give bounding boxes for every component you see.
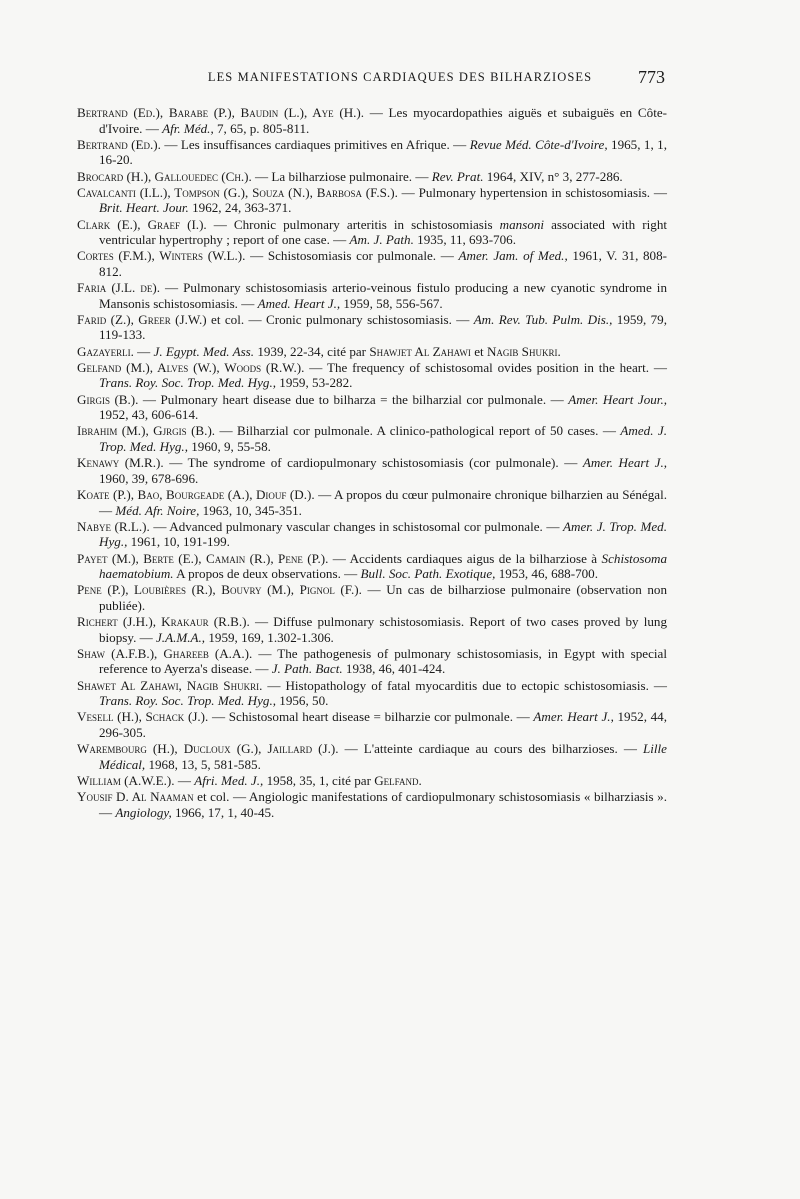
reference-source: Am. Rev. Tub. Pulm. Dis.,: [473, 311, 613, 327]
reference-authors: Warembourg (H.), Ducloux (G.), Jaillard (J.).: [77, 741, 339, 757]
reference-text: — The frequency of schistosomal ovides position in the heart. —: [304, 359, 667, 375]
reference-text: — Chronic pulmonary arteritis in schistosomiasis: [206, 216, 500, 232]
reference-text: et: [470, 343, 487, 359]
reference-text: — A propos du cœur pulmonaire chronique bilharzien au Sénégal. —: [99, 486, 667, 518]
reference-source: Amer. Heart Jour.,: [568, 391, 667, 407]
reference-text: — Histopathology of fatal myocarditis due to ectopic schistosomiasis. —: [262, 677, 667, 693]
reference-text: — Les myocardopathies aiguës et subaiguës en Côte-d'Ivoire. —: [99, 105, 667, 136]
reference-entry: [77, 741, 667, 772]
reference-authors: Clark (E.), Graef (I.).: [77, 216, 207, 232]
reference-source: Afr. Méd.,: [162, 120, 214, 136]
reference-authors: Farid (Z.), Greer (J.W.): [77, 311, 207, 327]
running-title: LES MANIFESTATIONS CARDIAQUES DES BILHARZIOSES: [207, 70, 593, 84]
reference-text: — Pulmonary hypertension in schistosomiasis. —: [397, 184, 667, 200]
reference-list: [77, 105, 667, 821]
reference-text: 1959, 169, 1.302-1.306.: [205, 629, 334, 645]
reference-source: Lille Médical,: [99, 741, 667, 772]
reference-text: 1961, 10, 191-199.: [127, 534, 230, 550]
reference-text: 1963, 10, 345-351.: [199, 502, 302, 518]
reference-authors: Koate (P.), Bao, Bourgeade (A.), Diouf (D.).: [77, 486, 315, 502]
reference-entry: [77, 614, 667, 645]
reference-source: mansoni: [499, 216, 545, 232]
reference-text: 1956, 50.: [276, 693, 329, 709]
reference-entry: [77, 280, 667, 311]
reference-text: 1959, 79, 119-133.: [99, 311, 668, 343]
reference-authors: Girgis (B.).: [77, 391, 139, 407]
reference-source: J. Egypt. Med. Ass.: [153, 343, 255, 359]
reference-authors: Bertrand (Ed.).: [77, 136, 161, 152]
reference-source: Am. J. Path.: [349, 232, 414, 248]
reference-source: Amed. Heart J.,: [257, 295, 341, 311]
reference-source: Afri. Med. J.,: [194, 773, 264, 788]
reference-text: —: [174, 773, 195, 788]
reference-text: associated with right ventricular hypertrophy ; report of one case. —: [99, 216, 667, 248]
reference-text: 1961, V. 31, 808-812.: [99, 248, 668, 279]
reference-text: 1959, 58, 556-567.: [340, 295, 443, 311]
reference-authors: Gelfand (M.), Alves (W.), Woods (R.W.).: [77, 359, 305, 375]
reference-authors: Shawet Al Zahawi, Nagib Shukri.: [77, 677, 263, 693]
reference-entry: [77, 582, 667, 613]
reference-text: 1962, 24, 363-371.: [188, 200, 292, 216]
reference-entry: [77, 344, 667, 360]
reference-text: 1964, XIV, n° 3, 277-286.: [483, 168, 623, 184]
reference-source: Trans. Roy. Soc. Trop. Med. Hyg.,: [99, 375, 277, 391]
reference-text: A propos de deux observations. —: [173, 566, 361, 582]
reference-authors: Payet (M.), Berte (E.), Camain (R.), Pene (P.).: [77, 550, 329, 566]
reference-authors: Nabye (R.L.).: [77, 518, 150, 534]
reference-text: — Advanced pulmonary vascular changes in schistosomal cor pulmonale. —: [149, 518, 563, 534]
page-number: 773: [638, 67, 665, 87]
reference-authors: Cavalcanti (I.L.), Tompson (G.), Souza (N.), Barbosa (F.S.).: [77, 184, 398, 200]
reference-text: 1966, 17, 1, 40-45.: [171, 804, 275, 820]
reference-source: Schistosoma haematobium.: [99, 550, 668, 582]
reference-source: Amer. J. Trop. Med. Hyg.,: [99, 518, 667, 550]
reference-text: 1968, 13, 5, 581-585.: [145, 756, 261, 772]
reference-authors: Bertrand (Ed.), Barabe (P.), Baudin (L.), Aye (H.).: [77, 105, 365, 120]
reference-entry: [77, 423, 667, 454]
reference-source: Angiology,: [115, 804, 172, 820]
reference-entry: [77, 519, 667, 550]
reference-text: 1935, 11, 693-706.: [413, 232, 516, 248]
reference-text: — Schistosomal heart disease = bilharzie cor pulmonale. —: [208, 709, 534, 725]
reference-text: et col. — Angiologic manifestations of cardiopulmonary schistosomiasis « bilharziasis ». —: [99, 789, 667, 820]
reference-authors: Shawjet Al Zahawi: [369, 343, 471, 359]
reference-text: — Schistosomiasis cor pulmonale. —: [245, 248, 459, 264]
reference-text: 1958, 35, 1, cité par: [263, 773, 375, 788]
reference-text: — Pulmonary schistosomiasis arterio-veinous fistulo producing a new cyanotic syndrome in Mansonis schistosomiasis. —: [99, 280, 667, 311]
reference-entry: [77, 709, 667, 740]
reference-source: J.A.M.A.,: [155, 629, 206, 645]
reference-text: — The syndrome of cardiopulmonary schistosomiasis (cor pulmonale). —: [163, 455, 583, 471]
reference-text: 1965, 1, 1, 16-20.: [99, 136, 667, 168]
reference-entry: [77, 137, 667, 168]
reference-authors: Gazayerli.: [77, 343, 134, 359]
reference-text: —: [133, 343, 154, 359]
reference-entry: [77, 105, 667, 136]
reference-entry: [77, 773, 667, 789]
reference-authors: Faria (J.L. de).: [77, 280, 160, 296]
reference-entry: [77, 392, 667, 423]
reference-source: Brit. Heart. Jour.: [99, 200, 189, 216]
reference-entry: [77, 185, 667, 216]
reference-entry: [77, 646, 667, 677]
reference-authors: Vesell (H.), Schack (J.).: [77, 709, 209, 725]
reference-source: Amer. Heart J.,: [582, 455, 667, 471]
reference-authors: Richert (J.H.), Krakaur (R.B.).: [77, 614, 250, 630]
reference-text: — Bilharzial cor pulmonale. A clinico-pathological report of 50 cases. —: [215, 423, 621, 439]
reference-entry: [77, 551, 667, 582]
page-header: [0, 67, 800, 92]
reference-entry: [77, 217, 667, 248]
reference-source: Revue Méd. Côte-d'Ivoire,: [469, 136, 608, 152]
reference-source: Rev. Prat.: [431, 168, 484, 184]
reference-entry: [77, 312, 667, 343]
reference-text: — La bilharziose pulmonaire. —: [251, 168, 432, 184]
reference-text: et col. — Cronic pulmonary schistosomiasis. —: [206, 311, 474, 327]
reference-source: J. Path. Bact.: [271, 661, 343, 677]
reference-source: Amer. Heart J.,: [533, 709, 614, 725]
reference-authors: Nagib Shukri.: [486, 343, 561, 359]
reference-text: 1953, 46, 688-700.: [495, 566, 598, 582]
reference-authors: Shaw (A.F.B.), Ghareeb (A.A.).: [77, 645, 253, 661]
reference-text: 1959, 53-282.: [276, 375, 353, 391]
reference-source: Trans. Roy. Soc. Trop. Med. Hyg.,: [99, 693, 277, 709]
reference-text: 1960, 9, 55-58.: [187, 439, 271, 454]
reference-text: 7, 65, p. 805-811.: [213, 120, 310, 136]
reference-entry: [77, 169, 667, 185]
reference-authors: Ibrahim (M.), Gjrgis (B.).: [77, 423, 216, 439]
reference-authors: Pene (P.), Loubières (R.), Bouvry (M.), Pignol (F.).: [77, 582, 362, 598]
reference-text: 1939, 22-34, cité par: [254, 343, 370, 359]
reference-source: Amer. Jam. of Med.,: [458, 248, 568, 264]
reference-text: 1960, 39, 678-696.: [99, 470, 199, 486]
reference-text: — Les insuffisances cardiaques primitives en Afrique. —: [160, 136, 470, 152]
reference-authors: Kenawy (M.R.).: [77, 455, 164, 471]
reference-authors: William (A.W.E.).: [77, 773, 175, 788]
reference-text: 1952, 44, 296-305.: [99, 709, 667, 741]
reference-text: — L'atteinte cardiaque au cours des bilharzioses. —: [338, 741, 643, 757]
reference-entry: [77, 789, 667, 820]
reference-text: — The pathogenesis of pulmonary schistosomiasis, in Egypt with special reference to Ayerza's disease. —: [99, 645, 667, 677]
reference-text: — Accidents cardiaques aigus de la bilharziose à: [328, 550, 602, 566]
reference-text: 1952, 43, 606-614.: [99, 407, 199, 423]
reference-entry: [77, 360, 667, 391]
reference-text: 1938, 46, 401-424.: [342, 661, 446, 677]
reference-text: — Pulmonary heart disease due to bilharza = the bilharzial cor pulmonale. —: [138, 391, 569, 407]
reference-authors: Yousif D. Al Naaman: [77, 789, 194, 805]
reference-entry: [77, 487, 667, 518]
reference-text: — Un cas de bilharziose pulmonaire (observation non publiée).: [99, 582, 667, 613]
reference-entry: [77, 248, 667, 279]
reference-source: Méd. Afr. Noire,: [115, 502, 200, 518]
reference-source: Bull. Soc. Path. Exotique,: [360, 566, 496, 582]
reference-authors: Brocard (H.), Gallouedec (Ch.).: [77, 168, 252, 184]
reference-authors: Cortes (F.M.), Winters (W.L.).: [77, 248, 246, 264]
reference-entry: [77, 455, 667, 486]
reference-text: — Diffuse pulmonary schistosomiasis. Report of two cases proved by lung biopsy. —: [99, 614, 667, 645]
reference-entry: [77, 678, 667, 709]
reference-authors: Gelfand.: [374, 773, 422, 788]
reference-source: Amed. J. Trop. Med. Hyg.,: [99, 423, 667, 454]
